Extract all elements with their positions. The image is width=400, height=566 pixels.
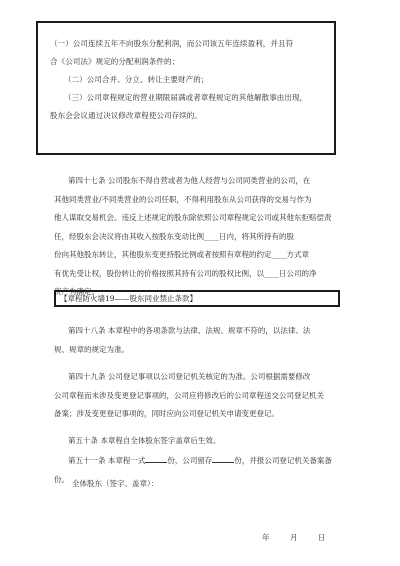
date-day: 日 — [318, 533, 326, 542]
text-line: 他人谋取交易机会。违反上述规定的股东除依照公司章程规定公司或其他东拒赔偿责 — [54, 213, 332, 222]
text-line: 任，经股东会决议将由其收入按股东变动比例____日内，将其所持有的股 — [54, 231, 294, 241]
firewall-title-box: 【章程防火墙19——股东同业禁止条款】 — [54, 290, 340, 307]
date-year: 年 — [262, 533, 270, 542]
text-line: 有优先受让权，股份转让的价格按照其持有公司的股权比例，以____日公司的净 — [54, 268, 317, 278]
signature-label: 全体股东（签字、盖章）： — [72, 479, 159, 488]
blank-field — [212, 454, 234, 463]
clause-line: （二）公司合并、分立、转让主要财产的； — [64, 75, 209, 84]
clause-line: 合《公司法》规定的分配利润条件的； — [50, 57, 180, 66]
text-line: 份。 — [54, 474, 69, 484]
text-line: 第五十条 本章程自全体股东签字盖章后生效。 — [68, 436, 221, 445]
text-line: 规、规章的规定为准。 — [54, 344, 129, 354]
article-48 — [54, 322, 364, 359]
text-line: 公司章程而未涉及变更登记事项的，公司应将修改后的公司章程送交公司登记机关 — [54, 390, 324, 400]
article-47 — [54, 172, 364, 302]
text-line: 第四十七条 公司股东不得自营或者为他人经营与公司同类营业的公司，在 — [68, 176, 311, 185]
clause-line: （一）公司连续五年不向股东分配利润，而公司该五年连续盈利，并且符 — [50, 39, 294, 48]
text-line: 第四十九条 公司登记事项以公司登记机关核定的为准。公司根据需要修改 — [68, 372, 311, 381]
clause-line: （三）公司章程规定的营业期限届满或者章程规定的其他解散事由出现， — [64, 93, 308, 102]
date-month: 月 — [290, 533, 298, 542]
clause-line: 股东会会议通过决议修改章程使公司存续的。 — [50, 111, 202, 120]
highlight-box-clauses — [36, 21, 336, 155]
article-50 — [54, 432, 364, 451]
text-line: 第四十八条 本章程中的各项条款与法律、法规、规章不符的，以法律、法 — [68, 326, 311, 335]
article-49 — [54, 368, 364, 424]
text-line: 份向其他股东转让，其他股东变更持股比例或者按照有章程的约定____方式章 — [54, 250, 309, 259]
text-line: 备案；涉及变更登记事项的，同时应向公司登记机关申请变更登记。 — [54, 409, 279, 418]
text-line: 第五十一条 本章程一式 份，公司留存 份，并报公司登记机关备案备 — [68, 456, 332, 465]
blank-field — [145, 454, 167, 463]
text-line: 资产为确定。 — [54, 287, 99, 296]
text-line: 其他同类营业/不同类营业的公司任职，不得利用股东从公司获得的交易与作为 — [54, 194, 312, 204]
